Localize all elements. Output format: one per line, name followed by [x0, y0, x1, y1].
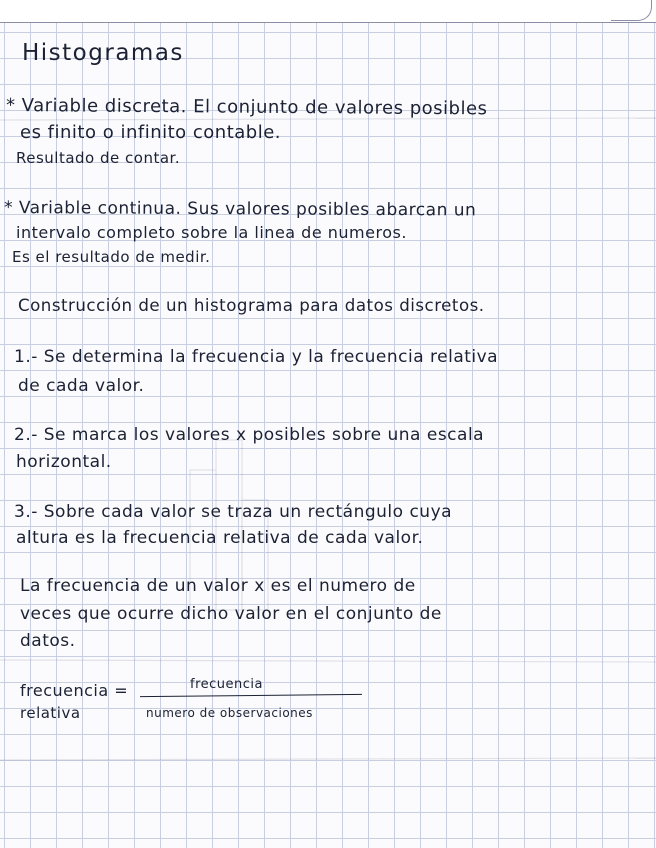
title-histogramas: Histogramas	[22, 40, 184, 66]
ghost-line	[0, 660, 656, 662]
step-3-line-2: altura es la frecuencia relativa de cada valor.	[16, 528, 424, 548]
formula-lhs-line-2: relativa	[20, 704, 81, 722]
step-3-line-1: 3.- Sobre cada valor se traza un rectángulo cuya	[14, 502, 453, 522]
formula-lhs-line-1: frecuencia =	[20, 681, 129, 700]
discrete-line-2: es finito o infinito contable.	[20, 122, 282, 143]
ghost-line	[0, 118, 656, 120]
continuous-line-2: intervalo completo sobre la linea de numeros.	[16, 223, 407, 242]
construction-heading: Construcción de un histograma para datos discretos.	[18, 296, 485, 316]
discrete-line-3: Resultado de contar.	[16, 149, 181, 167]
frequency-def-line-1: La frecuencia de un valor x es el numero de	[20, 576, 416, 596]
step-1-line-2: de cada valor.	[18, 376, 145, 396]
formula-numerator: frecuencia	[190, 677, 263, 692]
frequency-def-line-3: datos.	[20, 631, 76, 651]
step-2-line-1: 2.- Se marca los valores x posibles sobre una escala	[14, 425, 485, 445]
formula-denominator: numero de observaciones	[146, 706, 313, 720]
ghost-line	[0, 758, 656, 760]
discrete-line-1: * Variable discreta. El conjunto de valores posibles	[5, 95, 488, 120]
continuous-line-3: Es el resultado de medir.	[12, 248, 211, 266]
step-2-line-2: horizontal.	[16, 452, 112, 472]
continuous-line-1: * Variable continua. Sus valores posibles abarcan un	[3, 198, 477, 221]
step-1-line-1: 1.- Se determina la frecuencia y la frecuencia relativa	[14, 347, 499, 367]
frequency-def-line-2: veces que ocurre dicho valor en el conjunto de	[20, 604, 442, 624]
